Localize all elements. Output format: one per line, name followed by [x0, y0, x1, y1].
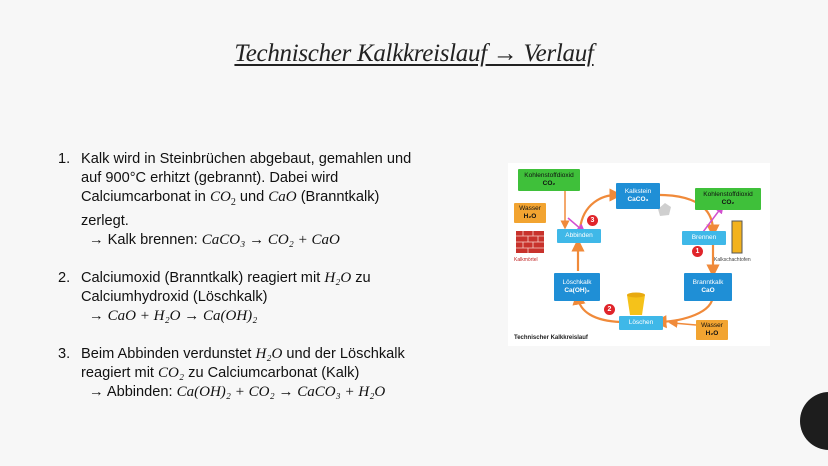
text: Calciumoxid (Branntkalk) reagiert mit — [81, 270, 325, 286]
box-label: Branntkalk — [692, 279, 724, 286]
reaction-formula: CaCO₃ → CO₂ + CaO — [201, 232, 340, 248]
corner-decoration — [800, 392, 828, 450]
formula-text: CO — [209, 189, 231, 205]
formula-h2o: H₂O — [255, 346, 283, 362]
water-box-right — [696, 320, 728, 340]
branntkalk-box — [684, 273, 732, 301]
box-formula: H₂O — [523, 213, 537, 220]
step-number: 2. — [58, 270, 71, 286]
step-number: 1. — [58, 151, 71, 167]
text: zu Calciumcarbonat (Kalk) — [184, 365, 360, 381]
formula-co2: CO₂ — [158, 365, 185, 381]
step-text-line: Calciumhydroxid (Löschkalk) — [81, 289, 268, 305]
box-label: Kalkstein — [624, 188, 652, 195]
text: Calciumcarbonat in — [81, 189, 210, 205]
co2-box-left — [518, 169, 580, 191]
text: und der Löschkalk — [282, 346, 405, 362]
step-2 — [58, 269, 478, 326]
subscript: 2 — [230, 197, 236, 208]
step-text-line — [81, 188, 478, 212]
arrow-water-loeschen — [673, 323, 696, 325]
text: Beim Abbinden verdunstet — [81, 346, 256, 362]
box-label: Kohlenstoffdioxid — [524, 172, 574, 179]
box-label: Wasser — [701, 322, 723, 329]
box-label: Wasser — [519, 205, 541, 212]
step-body — [81, 345, 478, 402]
box-label: Abbinden — [565, 232, 593, 239]
text: (Branntkalk) — [296, 189, 380, 205]
formula-co2 — [209, 189, 236, 208]
lime-cycle-diagram — [508, 163, 770, 346]
kiln-icon — [732, 221, 742, 253]
steps-list — [58, 150, 478, 421]
reaction-line — [89, 231, 478, 250]
step-badge-2: 2 — [604, 304, 615, 315]
step-body — [81, 150, 478, 250]
kalkmoertel-label: Kalkmörtel — [514, 257, 538, 263]
step-text-line: zerlegt. — [81, 213, 129, 229]
text: und — [235, 189, 269, 205]
loeschkalk-box — [554, 273, 600, 301]
text: reagiert mit — [81, 365, 159, 381]
reaction-label: → Abbinden: — [89, 384, 177, 400]
step-text-line: auf 900°C erhitzt (gebrannt). Dabei wird — [81, 170, 339, 186]
formula-h2o: H₂O — [324, 270, 352, 286]
step-number: 3. — [58, 346, 71, 362]
loeschen-box — [619, 316, 663, 330]
box-label: Löschen — [628, 319, 654, 326]
bucket-icon — [627, 293, 645, 316]
box-label: Brennen — [691, 234, 717, 241]
brennen-box — [682, 231, 726, 245]
box-label: Kohlenstoffdioxid — [703, 191, 753, 198]
reaction-line — [89, 307, 478, 326]
step-text-line — [81, 345, 478, 364]
brick-wall-icon — [516, 231, 544, 253]
box-formula: Ca(OH)₂ — [564, 287, 590, 294]
arrow-abbinden-kalkstein — [580, 195, 616, 229]
box-formula: H₂O — [705, 330, 719, 337]
reaction-label: → Kalk brennen: — [89, 232, 202, 248]
kalkschachtofen-label: Kalkschachtofen — [714, 257, 751, 263]
reaction-formula: CaO + H₂O → Ca(OH)₂ — [107, 308, 258, 324]
formula-cao: CaO — [268, 189, 297, 205]
reaction-formula: Ca(OH)₂ + CO₂ → CaCO₃ + H₂O — [176, 384, 386, 400]
box-label: Löschkalk — [562, 279, 592, 286]
diagram-caption: Technischer Kalkkreislauf — [514, 335, 588, 341]
reaction-label: → — [89, 308, 108, 324]
step-text-line: Kalk wird in Steinbrüchen abgebaut, gemahlen und — [81, 151, 412, 167]
box-formula: CaO — [701, 287, 715, 294]
kalkstein-box — [616, 183, 660, 209]
step-text-line — [81, 364, 478, 383]
text: zu — [351, 270, 371, 286]
box-formula: CO₂ — [542, 180, 556, 187]
water-box-left — [514, 203, 546, 223]
step-text-line — [81, 269, 478, 288]
slide-title: Technischer Kalkkreislauf → Verlauf — [234, 40, 594, 67]
co2-box-right — [695, 188, 761, 210]
box-formula: CO₂ — [721, 199, 735, 206]
step-body — [81, 269, 478, 326]
abbinden-box — [557, 229, 601, 243]
step-badge-3: 3 — [587, 215, 598, 226]
step-1 — [58, 150, 478, 250]
step-3 — [58, 345, 478, 402]
reaction-line — [89, 383, 478, 402]
box-formula: CaCO₃ — [627, 196, 649, 203]
step-badge-1: 1 — [692, 246, 703, 257]
